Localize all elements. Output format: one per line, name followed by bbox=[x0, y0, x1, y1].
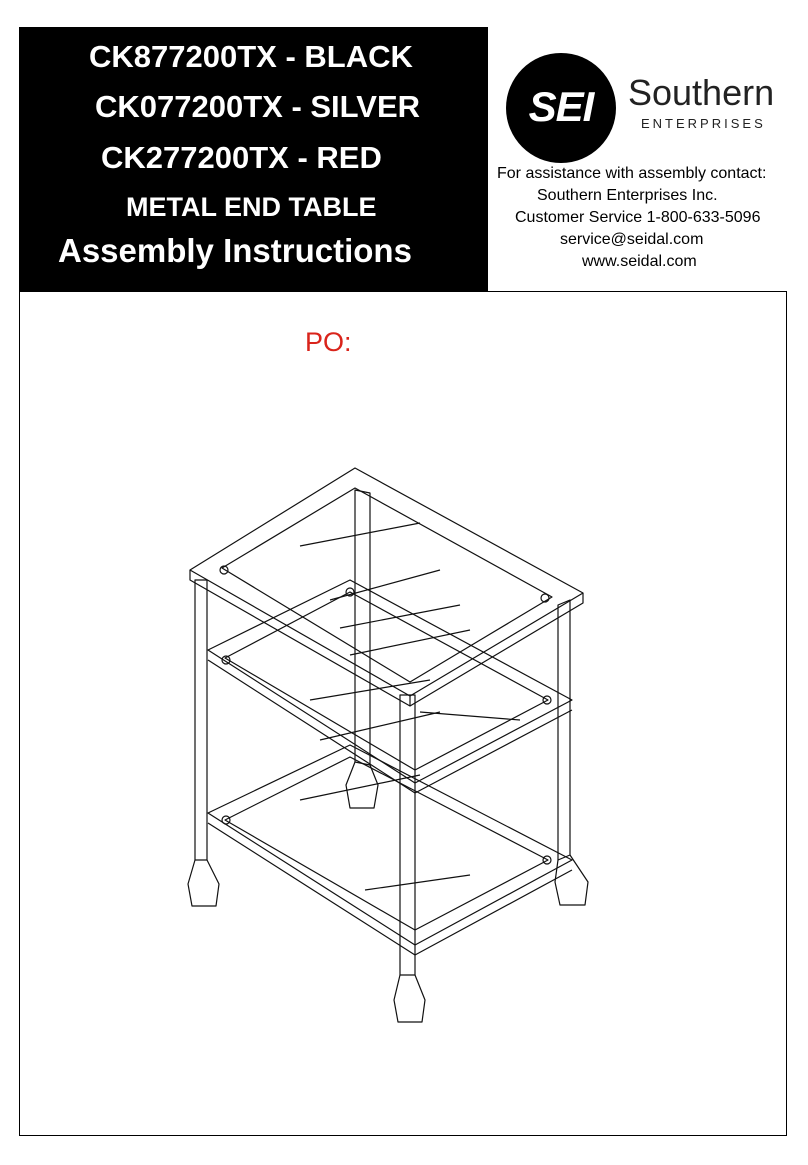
contact-email: service@seidal.com bbox=[560, 231, 704, 248]
brand-name: Southern bbox=[628, 72, 775, 113]
po-label: PO: bbox=[305, 327, 352, 357]
title-block bbox=[19, 27, 488, 291]
sei-logo-icon bbox=[506, 53, 616, 163]
contact-company: Southern Enterprises Inc. bbox=[537, 187, 718, 204]
model-number-black: CK877200TX - BLACK bbox=[89, 39, 413, 74]
contact-phone: Customer Service 1-800-633-5096 bbox=[515, 209, 761, 226]
contact-intro: For assistance with assembly contact: bbox=[497, 165, 767, 182]
logo-mark-text: SEI bbox=[528, 83, 594, 130]
end-table-line-drawing-icon bbox=[150, 450, 650, 1050]
product-name: METAL END TABLE bbox=[126, 192, 377, 222]
model-number-silver: CK077200TX - SILVER bbox=[95, 89, 421, 124]
contact-website: www.seidal.com bbox=[582, 253, 697, 270]
brand-subtitle: ENTERPRISES bbox=[641, 116, 766, 131]
model-number-red: CK277200TX - RED bbox=[101, 140, 382, 175]
document-heading: Assembly Instructions bbox=[58, 232, 412, 269]
